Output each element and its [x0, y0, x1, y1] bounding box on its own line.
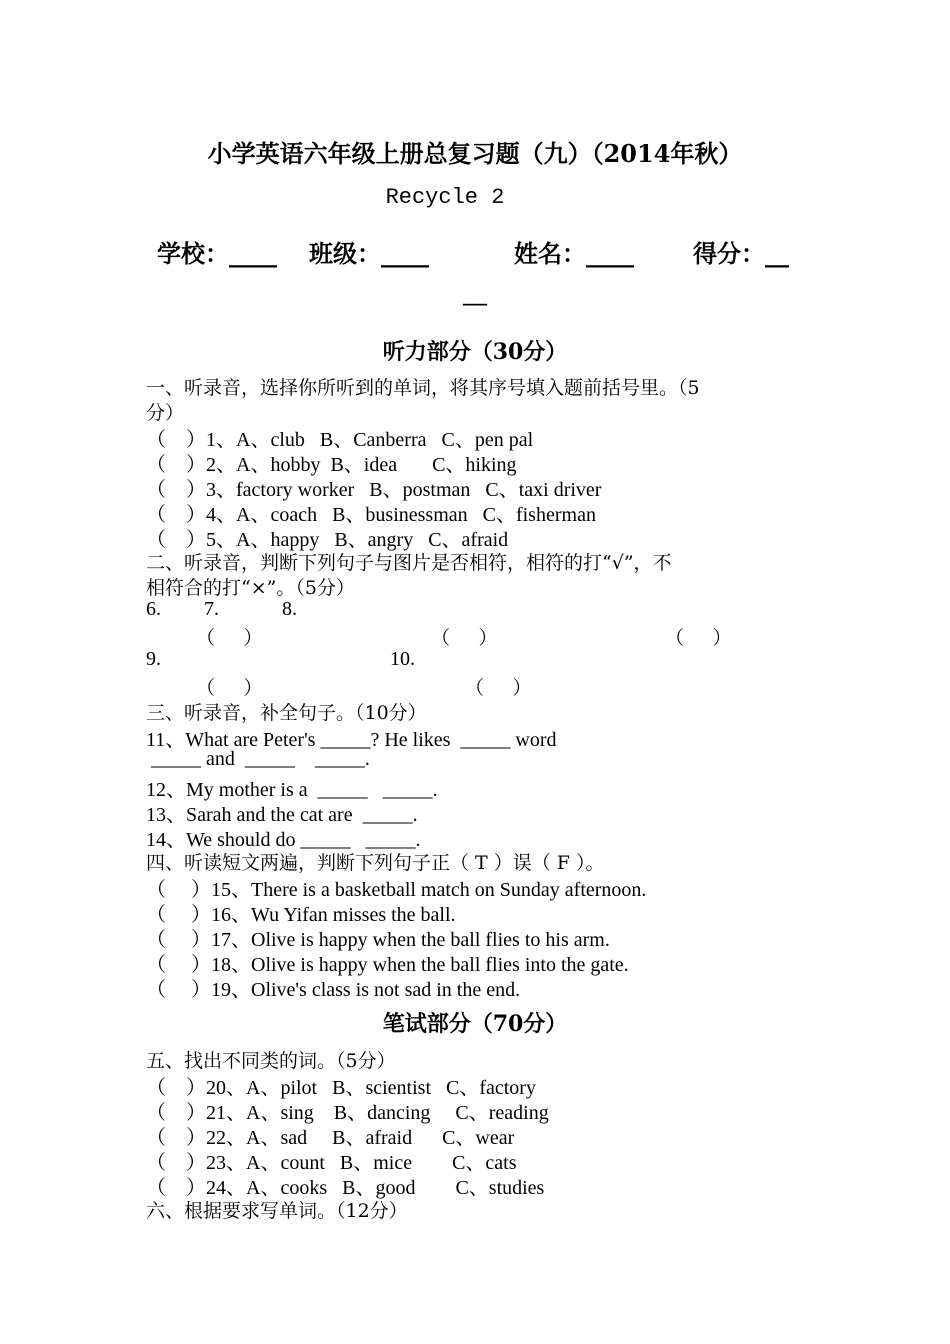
- picture-number: 10.: [390, 648, 415, 670]
- q4-title: 四、听读短文两遍，判断下列句子正（ T ）误（ F ）。: [146, 852, 605, 874]
- name-field: 姓名：____: [514, 239, 634, 268]
- answer-bracket: （ ）: [196, 678, 263, 699]
- question-item: （ ）4、A、coach B、businessman C、fisherman: [146, 504, 596, 526]
- question-item: （ ）1、A、club B、Canberra C、pen pal: [146, 429, 534, 451]
- question-item: _____ and _____ _____.: [146, 748, 370, 770]
- class-field: 班级：____: [309, 239, 429, 268]
- question-item: （ ）23、A、count B、mice C、cats: [146, 1152, 517, 1174]
- question-item: （ ）22、A、sad B、afraid C、wear: [146, 1127, 515, 1149]
- page-title: 小学英语六年级上册总复习题（九）（2014年秋）: [207, 139, 743, 168]
- question-item: （ ）17、Olive is happy when the ball flies to his arm.: [146, 929, 610, 951]
- question-item: （ ）15、There is a basketball match on Sunday afternoon.: [146, 879, 647, 901]
- page-subtitle: Recycle 2: [385, 185, 505, 210]
- question-item: （ ）3、factory worker B、postman C、taxi driver: [146, 479, 602, 501]
- q1-title-line1: 一、听录音，选择你所听到的单词，将其序号填入题前括号里。（5: [146, 377, 700, 399]
- picture-number: 7.: [204, 598, 219, 620]
- question-item: （ ）5、A、happy B、angry C、afraid: [146, 529, 509, 551]
- picture-number: 6.: [146, 598, 161, 620]
- listening-heading: 听力部分（30分）: [382, 339, 568, 365]
- score-field: 得分：__: [693, 239, 789, 268]
- answer-bracket: （ ）: [431, 628, 498, 649]
- answer-bracket: （ ）: [465, 678, 532, 699]
- school-field: 学校：____: [157, 239, 277, 268]
- answer-bracket: （ ）: [665, 628, 732, 649]
- question-item: 11、What are Peter's _____? He likes _____ word: [146, 729, 557, 751]
- picture-number: 8.: [282, 598, 297, 620]
- question-item: 12、My mother is a _____ _____.: [146, 779, 438, 801]
- q2-title-line2: 相符合的打“×”。（5分）: [146, 577, 355, 599]
- question-item: （ ）19、Olive's class is not sad in the end.: [146, 979, 521, 1001]
- score-field-continuation: __: [463, 282, 487, 308]
- picture-number: 9.: [146, 648, 161, 670]
- answer-bracket: （ ）: [196, 628, 263, 649]
- question-item: （ ）24、A、cooks B、good C、studies: [146, 1177, 545, 1199]
- question-item: 14、We should do _____ _____.: [146, 829, 421, 851]
- q6-title: 六、根据要求写单词。（12分）: [146, 1200, 408, 1222]
- q3-title: 三、听录音，补全句子。（10分）: [146, 702, 427, 724]
- question-item: （ ）18、Olive is happy when the ball flies into the gate.: [146, 954, 629, 976]
- q2-title-line1: 二、听录音，判断下列句子与图片是否相符，相符的打“√”，不: [146, 552, 672, 574]
- question-item: （ ）2、A、hobby B、idea C、hiking: [146, 454, 517, 476]
- question-item: 13、Sarah and the cat are _____.: [146, 804, 418, 826]
- question-item: （ ）16、Wu Yifan misses the ball.: [146, 904, 456, 926]
- q5-title: 五、找出不同类的词。（5分）: [146, 1050, 396, 1072]
- q1-title-line2: 分）: [146, 402, 185, 424]
- question-item: （ ）20、A、pilot B、scientist C、factory: [146, 1077, 536, 1099]
- writing-heading: 笔试部分（70分）: [382, 1011, 568, 1037]
- question-item: （ ）21、A、sing B、dancing C、reading: [146, 1102, 549, 1124]
